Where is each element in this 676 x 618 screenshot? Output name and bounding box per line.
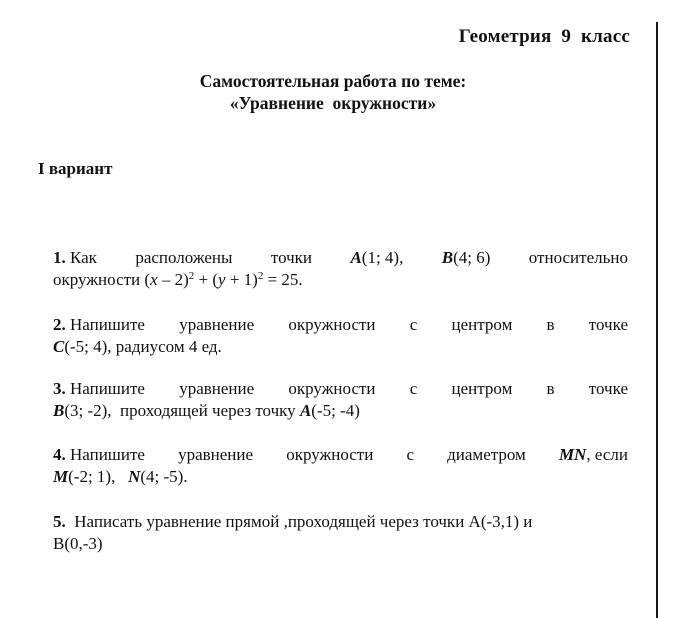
task-text: Написать уравнение прямой ,проходящей через точки A(-3,1) и xyxy=(74,512,533,531)
task-word: точки xyxy=(270,248,313,267)
task-number: 3. xyxy=(53,379,66,398)
exponent: 2 xyxy=(257,270,264,282)
task-3-line-2 xyxy=(53,400,628,422)
task-1-line-1 xyxy=(53,247,628,269)
task-word: с xyxy=(409,315,418,334)
task-word: уравнение xyxy=(179,379,255,398)
task-word: расположены xyxy=(135,248,233,267)
task-number: 4. xyxy=(53,445,66,464)
task-3-line-1 xyxy=(53,378,628,400)
task-number: 2. xyxy=(53,315,66,334)
task-4-line-1 xyxy=(53,444,628,466)
task-word: центром xyxy=(451,379,513,398)
work-title-line-1: Самостоятельная работа по теме: xyxy=(199,71,467,91)
task-text: (-5; 4), радиусом 4 ед. xyxy=(64,337,222,356)
task-text: (3; -2), проходящей через точку xyxy=(64,401,300,420)
task-text: B(0,-3) xyxy=(53,534,103,553)
point-coords: (4; -5). xyxy=(140,467,188,486)
variant-label: I вариант xyxy=(38,159,113,178)
task-word: с xyxy=(409,379,418,398)
task-1 xyxy=(53,247,628,291)
var-y: y xyxy=(218,270,226,289)
task-2-line-2 xyxy=(53,336,628,358)
task-number: 5. xyxy=(53,512,66,531)
task-5-line-1 xyxy=(53,511,628,533)
point-label: A xyxy=(299,401,312,420)
task-word: с xyxy=(406,445,415,464)
task-3 xyxy=(53,378,628,422)
task-1-line-2 xyxy=(53,269,628,291)
task-word: уравнение xyxy=(178,445,254,464)
task-2-line-1 xyxy=(53,314,628,336)
point-label: A xyxy=(350,248,362,267)
task-word: окружности xyxy=(288,315,376,334)
point-coords: (-2; 1), xyxy=(68,467,129,486)
task-5-line-2 xyxy=(53,533,628,555)
point-label: B xyxy=(53,401,65,420)
point-label: B xyxy=(441,248,454,267)
task-word: окружности xyxy=(286,445,374,464)
task-word: окружности xyxy=(288,379,376,398)
point-coords: (-5; -4) xyxy=(311,401,360,420)
point-label: N xyxy=(128,467,141,486)
var-x: x xyxy=(150,270,158,289)
task-4 xyxy=(53,444,628,488)
task-4-line-2 xyxy=(53,466,628,488)
task-word: в xyxy=(546,379,555,398)
page-right-border xyxy=(656,22,658,618)
subject-grade-title: Геометрия 9 класс xyxy=(458,26,630,47)
task-2 xyxy=(53,314,628,358)
point-label: M xyxy=(53,467,69,486)
task-word: в xyxy=(546,315,555,334)
task-word: Напишите xyxy=(70,379,145,398)
point-coords: (1; 4), xyxy=(361,248,404,267)
task-word: относительно xyxy=(528,248,628,267)
task-word: Напишите xyxy=(70,445,145,464)
task-word: точке xyxy=(588,379,628,398)
work-title-line-2: «Уравнение окружности» xyxy=(229,93,437,113)
task-number: 1. xyxy=(53,248,66,267)
point-coords: (4; 6) xyxy=(453,248,491,267)
task-word: диаметром xyxy=(447,445,526,464)
task-word: уравнение xyxy=(179,315,255,334)
task-word: Как xyxy=(70,248,97,267)
exponent: 2 xyxy=(188,270,195,282)
circle-equation: окружности $(x - 2)^2 + (y + 1)^2 = 25$. xyxy=(53,270,303,289)
task-word: Напишите xyxy=(70,315,145,334)
segment-label: MN xyxy=(558,445,587,464)
task-word: точке xyxy=(588,315,628,334)
point-label: C xyxy=(53,337,65,356)
task-word: , если xyxy=(586,445,628,464)
task-word: центром xyxy=(451,315,513,334)
task-5 xyxy=(53,511,628,555)
